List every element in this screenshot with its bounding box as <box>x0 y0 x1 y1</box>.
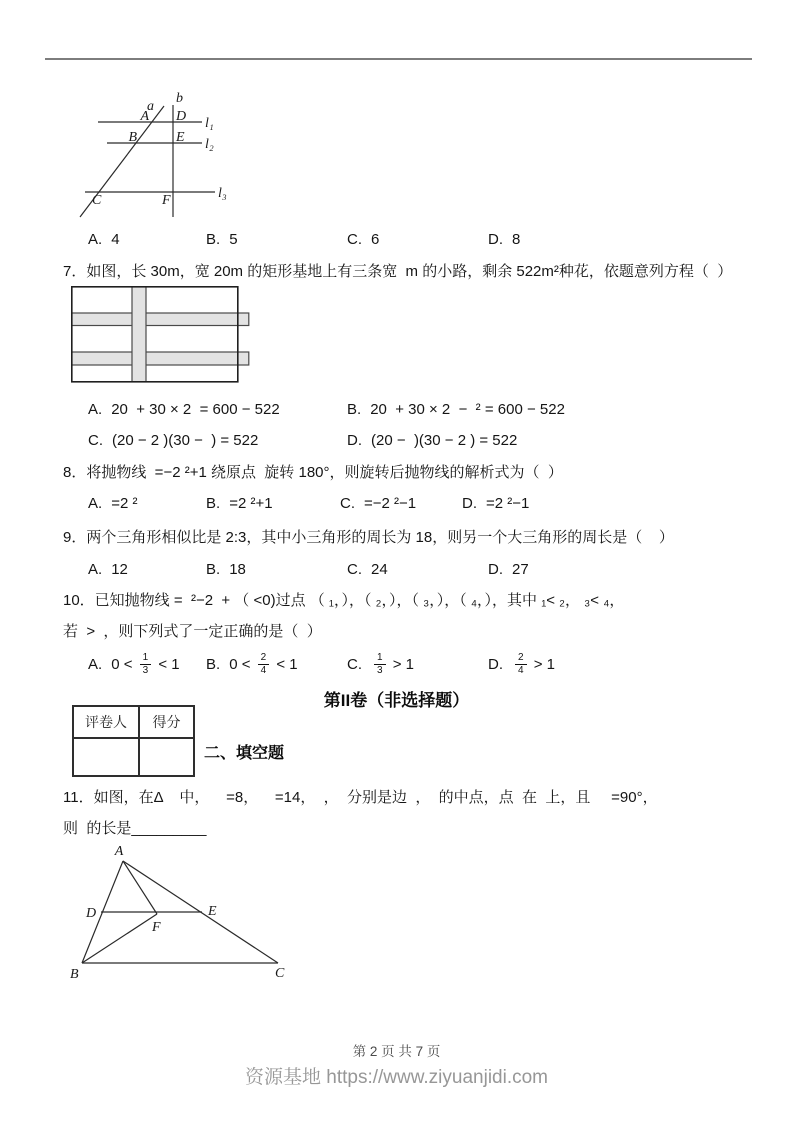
q9-option-d <box>488 560 529 580</box>
q8-option-c <box>340 494 416 514</box>
option-pre: 0 < <box>229 655 255 673</box>
grader-table-header-row <box>73 706 194 738</box>
grader-table-cell-reviewer <box>73 738 139 776</box>
option-label: B. <box>347 401 362 418</box>
q7-option-a <box>88 400 280 420</box>
label-point-F: F <box>152 920 161 935</box>
option-label: C. <box>88 432 103 449</box>
option-text: =2 ²+1 <box>229 495 273 512</box>
path-vertical <box>132 287 146 382</box>
label-l1: l₁ <box>205 116 214 131</box>
label-point-C: C <box>92 193 102 208</box>
label-point-E: E <box>208 904 217 919</box>
label-point-A: A <box>114 844 124 859</box>
label-l2: l₂ <box>205 137 214 152</box>
q11-text-line2: 则 的长是_________ <box>63 820 207 837</box>
label-point-D: D <box>176 109 187 124</box>
q10-option-c <box>347 653 414 676</box>
option-label: D. <box>488 561 503 578</box>
option-label: C. <box>347 561 362 578</box>
section-2-subtitle: 二、填空题 <box>204 745 285 762</box>
figure-rect-paths <box>71 286 256 384</box>
option-label: D. <box>462 495 477 512</box>
option-label: B. <box>206 655 221 673</box>
label-point-B: B <box>128 130 137 145</box>
q7-option-b <box>347 400 565 420</box>
option-text: (20 − 2 )(30 − ) = 522 <box>112 432 259 449</box>
q10-text-line2: 若 > ，则下列式了一定正确的是（ ） <box>63 623 322 640</box>
segment-AF <box>123 861 157 914</box>
q9-option-a <box>88 560 128 580</box>
option-label: A. <box>88 561 103 578</box>
option-text: 20 + 30 × 2 − ² = 600 − 522 <box>370 401 565 418</box>
segment-BF <box>82 914 157 963</box>
option-label: B. <box>206 561 221 578</box>
grader-table <box>72 705 195 777</box>
option-text: 5 <box>229 231 238 248</box>
option-text: =2 ² <box>111 495 138 512</box>
option-label: C. <box>340 495 355 512</box>
option-post: < 1 <box>154 655 180 673</box>
option-text: =2 ²−1 <box>486 495 530 512</box>
q6-option-d <box>488 230 520 250</box>
fraction-numerator: 2 <box>518 652 524 663</box>
fraction-denominator: 4 <box>515 664 527 676</box>
footer-page-number: 第 2 页 共 7 页 <box>352 1044 441 1059</box>
option-text: (20 − )(30 − 2 ) = 522 <box>371 432 518 449</box>
q10-option-a <box>88 653 180 676</box>
q8-option-b <box>206 494 273 514</box>
option-label: D. <box>488 655 503 673</box>
option-label: A. <box>88 401 103 418</box>
label-point-A: A <box>140 109 149 124</box>
option-label: D. <box>347 432 362 449</box>
option-post: > 1 <box>388 655 415 673</box>
fraction <box>258 653 270 676</box>
path-horizontal-2 <box>72 352 249 365</box>
option-text: 20 + 30 × 2 = 600 − 522 <box>111 401 280 418</box>
q8-option-d <box>462 494 529 514</box>
option-text: 6 <box>371 231 380 248</box>
rect-plot <box>72 287 238 382</box>
option-text: 12 <box>111 561 128 578</box>
option-label: C. <box>347 655 362 673</box>
q9-text: 9．两个三角形相似比是 2:3，其中小三角形的周长为 18，则另一个大三角形的周长是（ ） <box>63 529 674 546</box>
option-post: > 1 <box>529 655 556 673</box>
q6-option-a <box>88 230 120 250</box>
grader-table-cell-score <box>139 738 194 776</box>
label-point-C: C <box>275 966 285 981</box>
option-label: A. <box>88 495 103 512</box>
fraction <box>374 653 386 676</box>
q10-option-d <box>488 653 555 676</box>
q9-option-c <box>347 560 388 580</box>
top-divider <box>45 58 752 60</box>
fraction-denominator: 3 <box>140 664 152 676</box>
q7-option-c <box>88 431 258 451</box>
grader-table-empty-row <box>73 738 194 776</box>
option-label: B. <box>206 231 221 248</box>
fraction-numerator: 2 <box>260 652 267 663</box>
option-label: C. <box>347 231 362 248</box>
figure-parallel-lines <box>60 80 245 225</box>
fraction-denominator: 3 <box>374 664 386 676</box>
path-horizontal-1 <box>72 313 249 326</box>
grader-table-header-score: 得分 <box>139 706 194 738</box>
q7-text: 7．如图，长 30m，宽 20m 的矩形基地上有三条宽 m 的小路，剩余 522m²种花，依题意列方程（ ） <box>63 263 733 280</box>
figure-triangle <box>62 840 307 990</box>
label-l3: l₃ <box>218 186 227 201</box>
label-b: b <box>176 91 183 106</box>
q7-option-d <box>347 431 517 451</box>
fraction-numerator: 1 <box>142 652 149 663</box>
option-text: 8 <box>512 231 521 248</box>
q11-text-line1: 11．如图，在Δ 中， =8， =14， ， 分别是边 ， 的中点，点 在 上，且 =90°， <box>63 789 658 806</box>
fraction-denominator: 4 <box>258 664 270 676</box>
fraction-numerator: 1 <box>377 652 383 663</box>
label-point-F: F <box>162 193 171 208</box>
option-label: A. <box>88 655 103 673</box>
option-pre: 0 < <box>111 655 137 673</box>
q6-option-b <box>206 230 238 250</box>
grader-table-header-reviewer: 评卷人 <box>73 706 139 738</box>
section-2-title: 第II卷（非选择题） <box>323 691 470 710</box>
option-label: B. <box>206 495 221 512</box>
option-label: D. <box>488 231 503 248</box>
option-text: 18 <box>229 561 246 578</box>
label-point-B: B <box>70 967 79 982</box>
q6-option-c <box>347 230 379 250</box>
fraction <box>140 653 152 676</box>
label-point-D: D <box>86 906 97 921</box>
option-text: =−2 ²−1 <box>364 495 417 512</box>
fraction <box>515 653 527 676</box>
q9-option-b <box>206 560 246 580</box>
option-label: A. <box>88 231 103 248</box>
q10-text-line1: 10．已知抛物线 = ²−2 + （ <0)过点 （ ₁，），（ ₂，），（ ₃，），（ ₄，），其中 ₁< ₂， ₃< ₄， <box>63 592 625 609</box>
label-a: a <box>147 99 154 114</box>
option-post: < 1 <box>272 655 298 673</box>
footer-site-link[interactable]: 资源基地 https://www.ziyuanjidi.com <box>244 1067 549 1088</box>
option-text: 4 <box>111 231 120 248</box>
option-text: 27 <box>512 561 529 578</box>
q8-option-a <box>88 494 137 514</box>
q8-text: 8．将抛物线 =−2 ²+1 绕原点 旋转 180°，则旋转后抛物线的解析式为（ ） <box>63 464 563 481</box>
q10-option-b <box>206 653 298 676</box>
label-point-E: E <box>176 130 185 145</box>
option-text: 24 <box>371 561 388 578</box>
